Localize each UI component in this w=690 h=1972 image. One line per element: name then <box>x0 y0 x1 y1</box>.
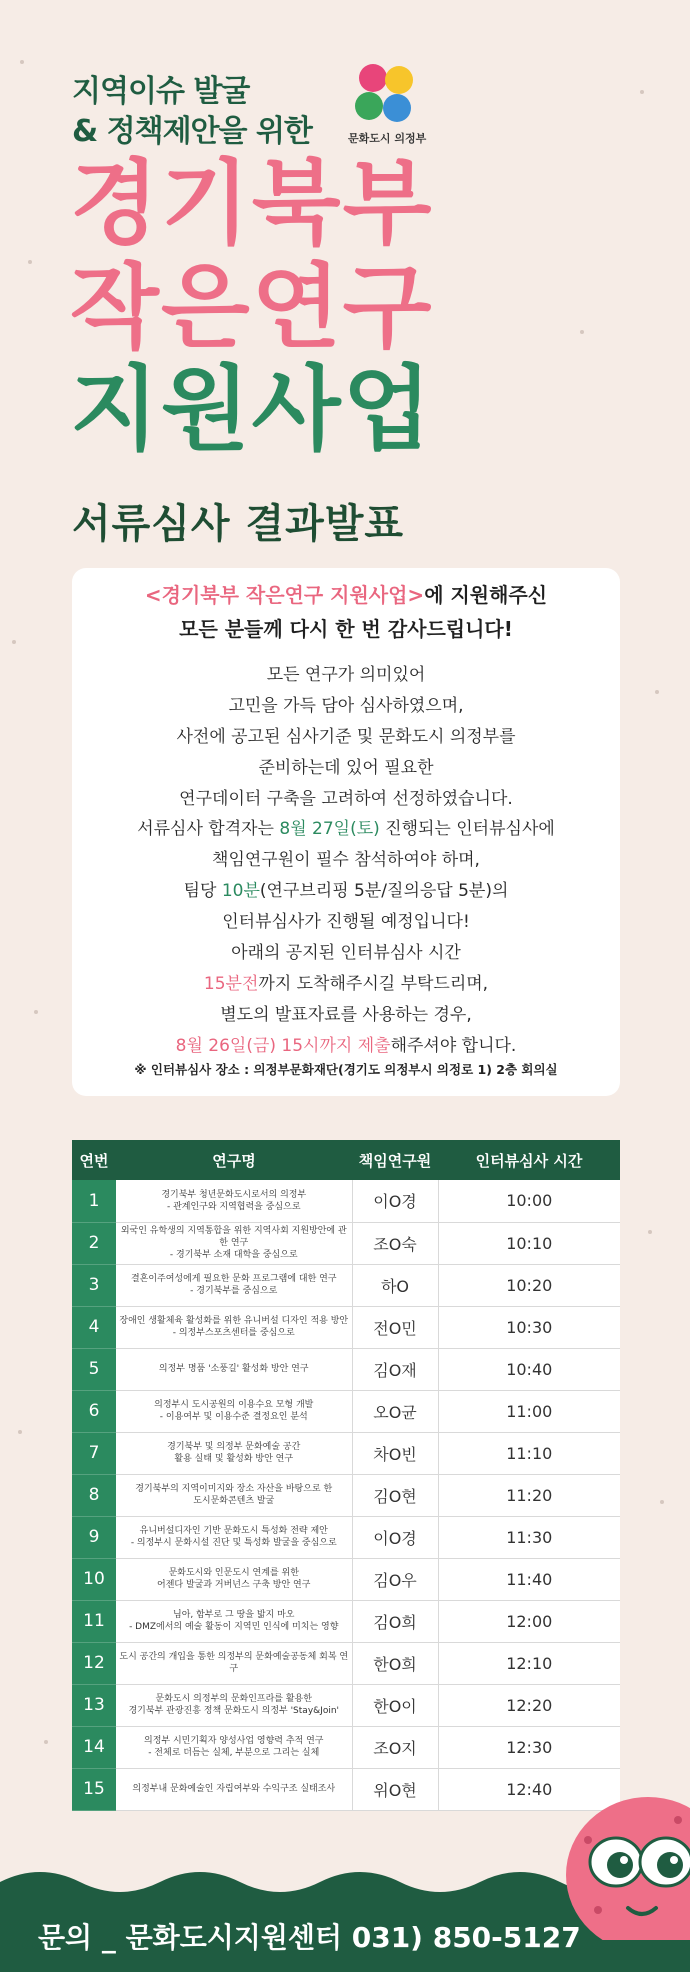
row-interview-time: 11:20 <box>438 1474 620 1516</box>
notice-paragraph-1 <box>72 660 620 815</box>
row-number: 8 <box>72 1474 116 1516</box>
row-interview-time: 10:20 <box>438 1264 620 1306</box>
row-interview-time: 12:00 <box>438 1600 620 1642</box>
row-researcher: 오O균 <box>352 1390 438 1432</box>
p1-line: 준비하는데 있어 필요한 <box>258 758 434 778</box>
row-study-title: 님아, 함부로 그 땅을 밟지 마오 - DMZ에서의 예술 활동이 지역민 인식에 미치는 영향 <box>116 1600 352 1642</box>
background-speck <box>28 260 32 264</box>
row-number: 4 <box>72 1306 116 1348</box>
logo-faces-icon <box>355 64 415 124</box>
background-speck <box>12 640 16 644</box>
row-study-title: 외국인 유학생의 지역통합을 위한 지역사회 지원방안에 관한 연구 - 경기북부 소재 대학을 중심으로 <box>116 1222 352 1264</box>
table-row <box>72 1390 620 1432</box>
row-interview-time: 11:40 <box>438 1558 620 1600</box>
row-interview-time: 11:10 <box>438 1432 620 1474</box>
row-researcher: 한O희 <box>352 1642 438 1684</box>
row-study-title: 유니버설디자인 기반 문화도시 특성화 전략 제안 - 의정부시 문화시설 진단 및 특성화 발굴을 중심으로 <box>116 1516 352 1558</box>
row-researcher: 김O재 <box>352 1348 438 1390</box>
row-interview-time: 12:30 <box>438 1726 620 1768</box>
background-speck <box>20 60 24 64</box>
row-interview-time: 10:00 <box>438 1180 620 1222</box>
row-researcher: 차O빈 <box>352 1432 438 1474</box>
row-number: 3 <box>72 1264 116 1306</box>
p2-line: 인터뷰심사가 진행될 예정입니다! <box>222 912 470 932</box>
row-researcher: 이O경 <box>352 1516 438 1558</box>
interview-schedule-table <box>72 1140 620 1811</box>
row-interview-time: 12:10 <box>438 1642 620 1684</box>
row-researcher: 한O이 <box>352 1684 438 1726</box>
notice-heading-line2: 모든 분들께 다시 한 번 감사드립니다! <box>179 617 513 641</box>
result-title: 서류심사 결과발표 <box>72 501 405 547</box>
row-study-title: 의정부시 도시공원의 이용수요 모형 개발 - 이용여부 및 이용수준 결정요인 분석 <box>116 1390 352 1432</box>
interview-duration: 10분 <box>221 881 260 901</box>
row-study-title: 도시 공간의 개입을 통한 의정부의 문화예술공동체 회복 연구 <box>116 1642 352 1684</box>
table-row <box>72 1180 620 1222</box>
table-row <box>72 1306 620 1348</box>
title-line2: 작은연구 <box>70 254 434 361</box>
table-row <box>72 1768 620 1810</box>
table-row <box>72 1474 620 1516</box>
row-number: 13 <box>72 1684 116 1726</box>
cultural-city-logo <box>348 64 427 146</box>
arrival-time: 15분전 <box>203 974 259 994</box>
title-line3: 지원사업 <box>70 356 434 463</box>
mascot-character-icon <box>558 1780 690 1940</box>
p1-line: 고민을 가득 담아 심사하였으며, <box>228 696 464 716</box>
background-speck <box>580 330 584 334</box>
row-number: 9 <box>72 1516 116 1558</box>
table-row <box>72 1684 620 1726</box>
row-number: 11 <box>72 1600 116 1642</box>
p2-line: 책임연구원이 필수 참석하여야 하며, <box>212 850 480 870</box>
background-speck <box>648 1230 652 1234</box>
row-researcher: 전O민 <box>352 1306 438 1348</box>
row-study-title: 의정부내 문화예술인 자립여부와 수익구조 실태조사 <box>116 1768 352 1810</box>
row-study-title: 장애인 생활체육 활성화를 위한 유니버설 디자인 적용 방안 - 의정부스포츠센터를 중심으로 <box>116 1306 352 1348</box>
col-header-number: 연번 <box>72 1140 116 1180</box>
background-speck <box>34 1010 38 1014</box>
row-number: 14 <box>72 1726 116 1768</box>
row-study-title: 의정부 시민기획자 양성사업 영향력 추적 연구 - 전체로 더듬는 실체, 부분으로 그리는 실체 <box>116 1726 352 1768</box>
col-header-researcher: 책임연구원 <box>352 1140 438 1180</box>
header-subtitle <box>72 72 312 152</box>
table-header-row <box>72 1140 620 1180</box>
subtitle-line2: & 정책제안을 위한 <box>72 114 312 149</box>
interview-date: 8월 27일(토) <box>279 819 380 839</box>
row-researcher: 조O숙 <box>352 1222 438 1264</box>
table-row <box>72 1432 620 1474</box>
row-researcher: 하O <box>352 1264 438 1306</box>
table-row <box>72 1558 620 1600</box>
table-row <box>72 1348 620 1390</box>
table-row <box>72 1600 620 1642</box>
table-row <box>72 1642 620 1684</box>
interview-venue: ※ 인터뷰심사 장소 : 의정부문화재단(경기도 의정부시 의정로 1) 2층 회의실 <box>134 1062 558 1077</box>
row-interview-time: 10:30 <box>438 1306 620 1348</box>
row-study-title: 경기북부의 지역이미지와 장소 자산을 바탕으로 한 도시문화콘텐츠 발굴 <box>116 1474 352 1516</box>
p3-text: 까지 도착해주시길 부탁드리며, <box>258 974 489 994</box>
row-number: 1 <box>72 1180 116 1222</box>
table-row <box>72 1726 620 1768</box>
row-interview-time: 10:10 <box>438 1222 620 1264</box>
title-line1: 경기북부 <box>70 150 434 257</box>
background-speck <box>655 690 659 694</box>
col-header-study: 연구명 <box>116 1140 352 1180</box>
table-row <box>72 1516 620 1558</box>
p2-text: 서류심사 합격자는 <box>137 819 280 839</box>
submission-deadline: 8월 26일(금) 15시까지 제출 <box>175 1036 391 1056</box>
row-number: 7 <box>72 1432 116 1474</box>
row-study-title: 문화도시 의정부의 문화인프라를 활용한 경기북부 관광진흥 정책 문화도시 의정부 'Stay&Join' <box>116 1684 352 1726</box>
row-interview-time: 11:00 <box>438 1390 620 1432</box>
row-researcher: 위O현 <box>352 1768 438 1810</box>
notice-card <box>72 568 620 1096</box>
row-interview-time: 12:20 <box>438 1684 620 1726</box>
notice-heading-rest: 에 지원해주신 <box>424 583 548 607</box>
table-row <box>72 1222 620 1264</box>
subtitle-line1: 지역이슈 발굴 <box>72 74 250 109</box>
p1-line: 연구데이터 구축을 고려하여 선정하였습니다. <box>179 789 513 809</box>
background-speck <box>44 1740 48 1744</box>
background-speck <box>660 1500 664 1504</box>
background-speck <box>640 90 644 94</box>
notice-paragraph-3 <box>72 938 620 1062</box>
notice-paragraph-2 <box>72 814 620 938</box>
row-study-title: 경기북부 청년문화도시로서의 의정부 - 관계인구와 지역협력을 중심으로 <box>116 1180 352 1222</box>
row-study-title: 경기북부 및 의정부 문화예술 공간 활용 실태 및 활성화 방안 연구 <box>116 1432 352 1474</box>
col-header-time: 인터뷰심사 시간 <box>438 1140 620 1180</box>
row-researcher: 김O희 <box>352 1600 438 1642</box>
notice-heading-program: <경기북부 작은연구 지원사업> <box>144 583 425 607</box>
logo-text: 문화도시 의정부 <box>348 132 427 145</box>
row-researcher: 조O지 <box>352 1726 438 1768</box>
row-number: 2 <box>72 1222 116 1264</box>
p3-line: 별도의 발표자료를 사용하는 경우, <box>220 1005 472 1025</box>
row-researcher: 이O경 <box>352 1180 438 1222</box>
row-number: 12 <box>72 1642 116 1684</box>
row-study-title: 의정부 명품 '소풍길' 활성화 방안 연구 <box>116 1348 352 1390</box>
row-number: 15 <box>72 1768 116 1810</box>
row-number: 6 <box>72 1390 116 1432</box>
p1-line: 모든 연구가 의미있어 <box>266 665 426 685</box>
p2-text: (연구브리핑 5분/질의응답 5분)의 <box>259 881 509 901</box>
row-number: 10 <box>72 1558 116 1600</box>
notice-heading <box>72 578 620 646</box>
contact-info: 문의 _ 문화도시지원센터 031) 850-5127 <box>38 1921 581 1954</box>
row-researcher: 김O우 <box>352 1558 438 1600</box>
row-interview-time: 10:40 <box>438 1348 620 1390</box>
row-interview-time: 12:40 <box>438 1768 620 1810</box>
row-researcher: 김O현 <box>352 1474 438 1516</box>
row-number: 5 <box>72 1348 116 1390</box>
row-study-title: 결혼이주여성에게 필요한 문화 프로그램에 대한 연구 - 경기북부를 중심으로 <box>116 1264 352 1306</box>
row-interview-time: 11:30 <box>438 1516 620 1558</box>
row-study-title: 문화도시와 인문도시 연계를 위한 어젠다 발굴과 거버넌스 구축 방안 연구 <box>116 1558 352 1600</box>
p1-line: 사전에 공고된 심사기준 및 문화도시 의정부를 <box>176 727 516 747</box>
p2-text: 진행되는 인터뷰심사에 <box>379 819 555 839</box>
p3-text: 해주셔야 합니다. <box>390 1036 517 1056</box>
background-speck <box>18 1430 22 1434</box>
p3-line: 아래의 공지된 인터뷰심사 시간 <box>231 943 461 963</box>
table-row <box>72 1264 620 1306</box>
p2-text: 팀당 <box>183 881 222 901</box>
